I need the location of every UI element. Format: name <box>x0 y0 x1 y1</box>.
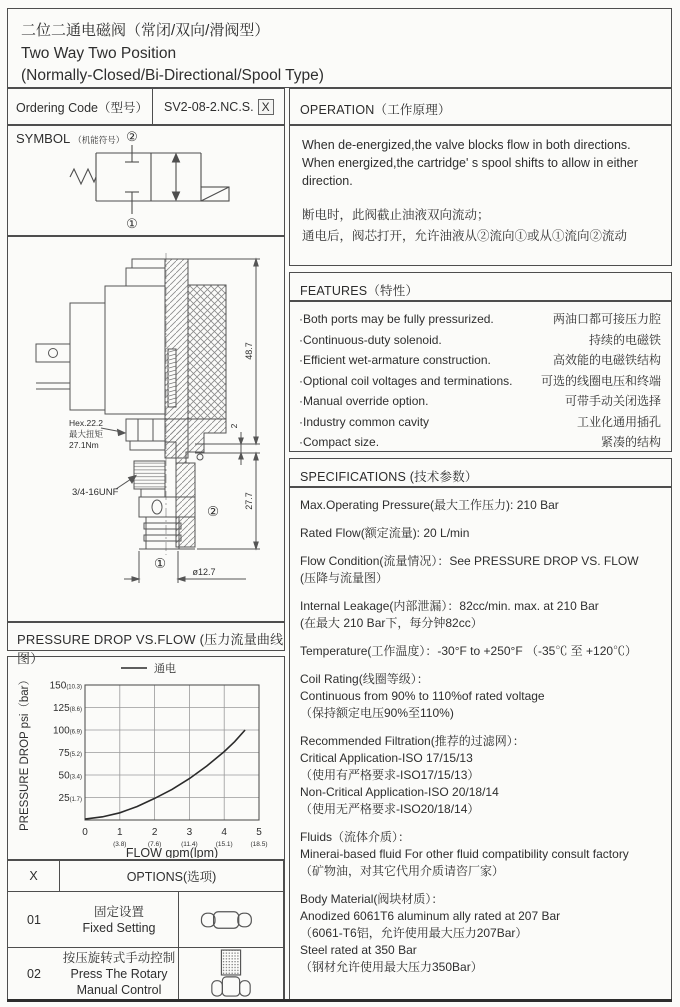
operation-text-en: When de-energized,the valve blocks flow in both directions. When energized,the cartridge' s spool shifts to allow in either direction. <box>302 138 638 188</box>
spec-filtration: Recommended Filtration(推荐的过滤网）： Critical Application-ISO 17/15/13 （使用有严格要求-ISO17/15/13） Non-Critical Application-ISO 20/18/14 （使用无严格要求-ISO20/18/14） <box>300 734 525 816</box>
option-code-02: 02 <box>27 967 41 981</box>
x-tick-label: 3 <box>186 827 193 838</box>
symbol-label: SYMBOL （机能符号） <box>16 131 125 146</box>
x-tick-sublabel: (3.8) <box>113 841 127 848</box>
feature-item: ·Compact size. 紧凑的结构 <box>299 435 661 449</box>
page-title-en: Two Way Two Position <box>21 45 177 62</box>
spring-section <box>168 349 176 407</box>
title-block <box>7 8 672 88</box>
solenoid-coil <box>105 286 165 414</box>
spec-body-material: Body Material(阀块材质）： Anodized 6061T6 aluminum ally rated at 207 Bar （6061-T6铝，允许使用最大压力207Bar） Steel rated at 350 Bar （钢材允许使用最大压力350Bar） <box>300 892 561 974</box>
operation-header: OPERATION（工作原理） <box>289 88 672 125</box>
feature-item: ·Optional coil voltages and terminations. 可选的线圈电压和终端 <box>299 373 661 388</box>
y-tick-label: 75(5.2) <box>58 748 82 759</box>
hex-torque-label-line1: Hex.22.2 <box>69 418 104 428</box>
drawing-port-1: ① <box>154 556 167 571</box>
feature-item: ·Industry common cavity 工业化通用插孔 <box>299 414 661 429</box>
y-tick-label: 150(10.3) <box>49 680 82 692</box>
y-tick-label: 25(1.7) <box>58 793 82 804</box>
side-port-hole <box>152 500 162 514</box>
y-tick-label: 100(6.9) <box>52 725 82 737</box>
y-tick-label: 125(8.6) <box>52 703 82 714</box>
dim-diameter: ø12.7 <box>192 567 216 577</box>
hex-nut-icon <box>200 910 262 930</box>
energized-curve <box>85 730 245 819</box>
x-tick-label: 4 <box>221 827 227 838</box>
options-col-header-x: X <box>8 861 60 892</box>
thread-spec-label: 3/4-16UNF <box>72 487 119 498</box>
valve-section-drawing <box>8 237 283 620</box>
hex-torque-label-line3: 27.1Nm <box>69 440 99 450</box>
x-tick-sublabel: (7.6) <box>147 841 162 848</box>
feature-item: ·Continuous-duty solenoid. 持续的电磁铁 <box>299 332 661 347</box>
x-axis-label: FLOW gpm(lpm) <box>125 846 219 858</box>
spec-fluids: Fluids（流体介质）： Minerai-based fluid For other fluid compatibility consult factory （矿物油，对其它代用介质请咨厂家） <box>300 830 629 878</box>
spec-rated-flow: Rated Flow(额定流量): 20 L/min <box>300 526 470 540</box>
spec-flow-condition: Flow Condition(流量情况）：See PRESSURE DROP VS. FLOW (压降与流量图） <box>300 554 639 585</box>
options-table <box>7 860 285 1001</box>
symbol-port-1: ① <box>126 216 138 231</box>
x-tick-label: 5 <box>256 827 262 838</box>
option-icon-02 <box>179 948 284 1000</box>
model-code-variable: X <box>258 99 274 115</box>
x-tick-sublabel: (18.5) <box>250 841 268 848</box>
option-code-01: 01 <box>8 892 60 948</box>
thread-section <box>134 461 165 489</box>
feature-item: ·Manual override option. 可带手动关闭选择 <box>299 394 661 408</box>
hex-nut <box>126 419 165 441</box>
model-code: SV2-08-2.NC.S. <box>164 99 254 114</box>
hydraulic-symbol-diagram <box>8 126 283 234</box>
legend-label: 通电 <box>154 663 176 675</box>
spec-coil-rating: Coil Rating(线圈等级）： Continuous from 90% to 110%of rated voltage （保持额定电压90%至110%) <box>300 672 545 720</box>
drawing-box <box>7 236 285 622</box>
page-subtitle-en: (Normally-Closed/Bi-Directional/Spool Type) <box>21 67 324 84</box>
option-label-02: 按压旋转式手动控制 Press The Rotary Manual Control <box>60 948 179 1000</box>
x-tick-sublabel: (11.4) <box>181 841 198 848</box>
ordering-row <box>7 88 285 125</box>
y-tick-label: 50(3.4) <box>58 770 82 782</box>
x-tick-label: 0 <box>82 827 88 838</box>
symbol-box <box>7 125 285 236</box>
features-body <box>289 301 672 452</box>
operation-text-cn: 断电时，此阀截止油液双向流动； 通电后，阀芯打开，允许油液从②流向①或从①流向②流动 <box>302 208 628 243</box>
chart-title: PRESSURE DROP VS.FLOW (压力流量曲线图） <box>7 622 285 651</box>
symbol-port-2: ② <box>126 129 138 144</box>
drawing-port-2: ② <box>207 504 220 519</box>
operation-body <box>289 125 672 266</box>
spring-symbol <box>70 169 96 184</box>
din-connector <box>70 303 105 410</box>
option-label-01: 固定设置 Fixed Setting <box>60 892 179 948</box>
page-title-cn: 二位二通电磁阀（常闭/双向/滑阀型） <box>21 22 270 39</box>
dim-27-7: 27.7 <box>244 492 254 510</box>
feature-item: ·Efficient wet-armature construction. 高效能的电磁铁结构 <box>299 353 661 367</box>
spec-internal-leakage: Internal Leakage(内部泄漏）：82cc/min. max. at 210 Bar (在最大 210 Bar下，每分钟82cc） <box>300 599 599 630</box>
x-tick-label: 1 <box>117 827 123 838</box>
ordering-code-label: Ordering Code（型号） <box>8 89 153 124</box>
dim-48-7: 48.7 <box>244 342 254 360</box>
specifications-header: SPECIFICATIONS (技术参数） <box>289 458 672 487</box>
spec-max-pressure: Max.Operating Pressure(最大工作压力): 210 Bar <box>300 498 559 512</box>
pressure-drop-chart <box>8 657 283 858</box>
chart-box <box>7 656 285 860</box>
hex-torque-label-line2: 最大扭矩 <box>69 429 104 439</box>
y-axis-label: PRESSURE DROP psi（bar） <box>19 674 31 831</box>
x-tick-sublabel: (15.1) <box>215 841 233 848</box>
options-header: OPTIONS(选项) <box>60 861 284 892</box>
features-header: FEATURES（特性） <box>289 272 672 301</box>
ordering-code-value <box>153 89 284 124</box>
specifications-body <box>289 487 672 1001</box>
option-icon-01 <box>179 892 284 948</box>
connector-tab <box>36 344 70 362</box>
spec-temperature: Temperature(工作温度）：-30°F to +250°F （-35℃ 至 +120℃） <box>300 644 638 658</box>
dim-2: 2 <box>229 423 239 429</box>
feature-item: ·Both ports may be fully pressurized. 两油口都可接压力腔 <box>299 312 661 326</box>
x-tick-label: 2 <box>151 827 158 838</box>
page-bottom-rule <box>7 999 672 1002</box>
knurled-knob-icon <box>208 949 254 999</box>
manifold-block-section <box>188 285 226 419</box>
